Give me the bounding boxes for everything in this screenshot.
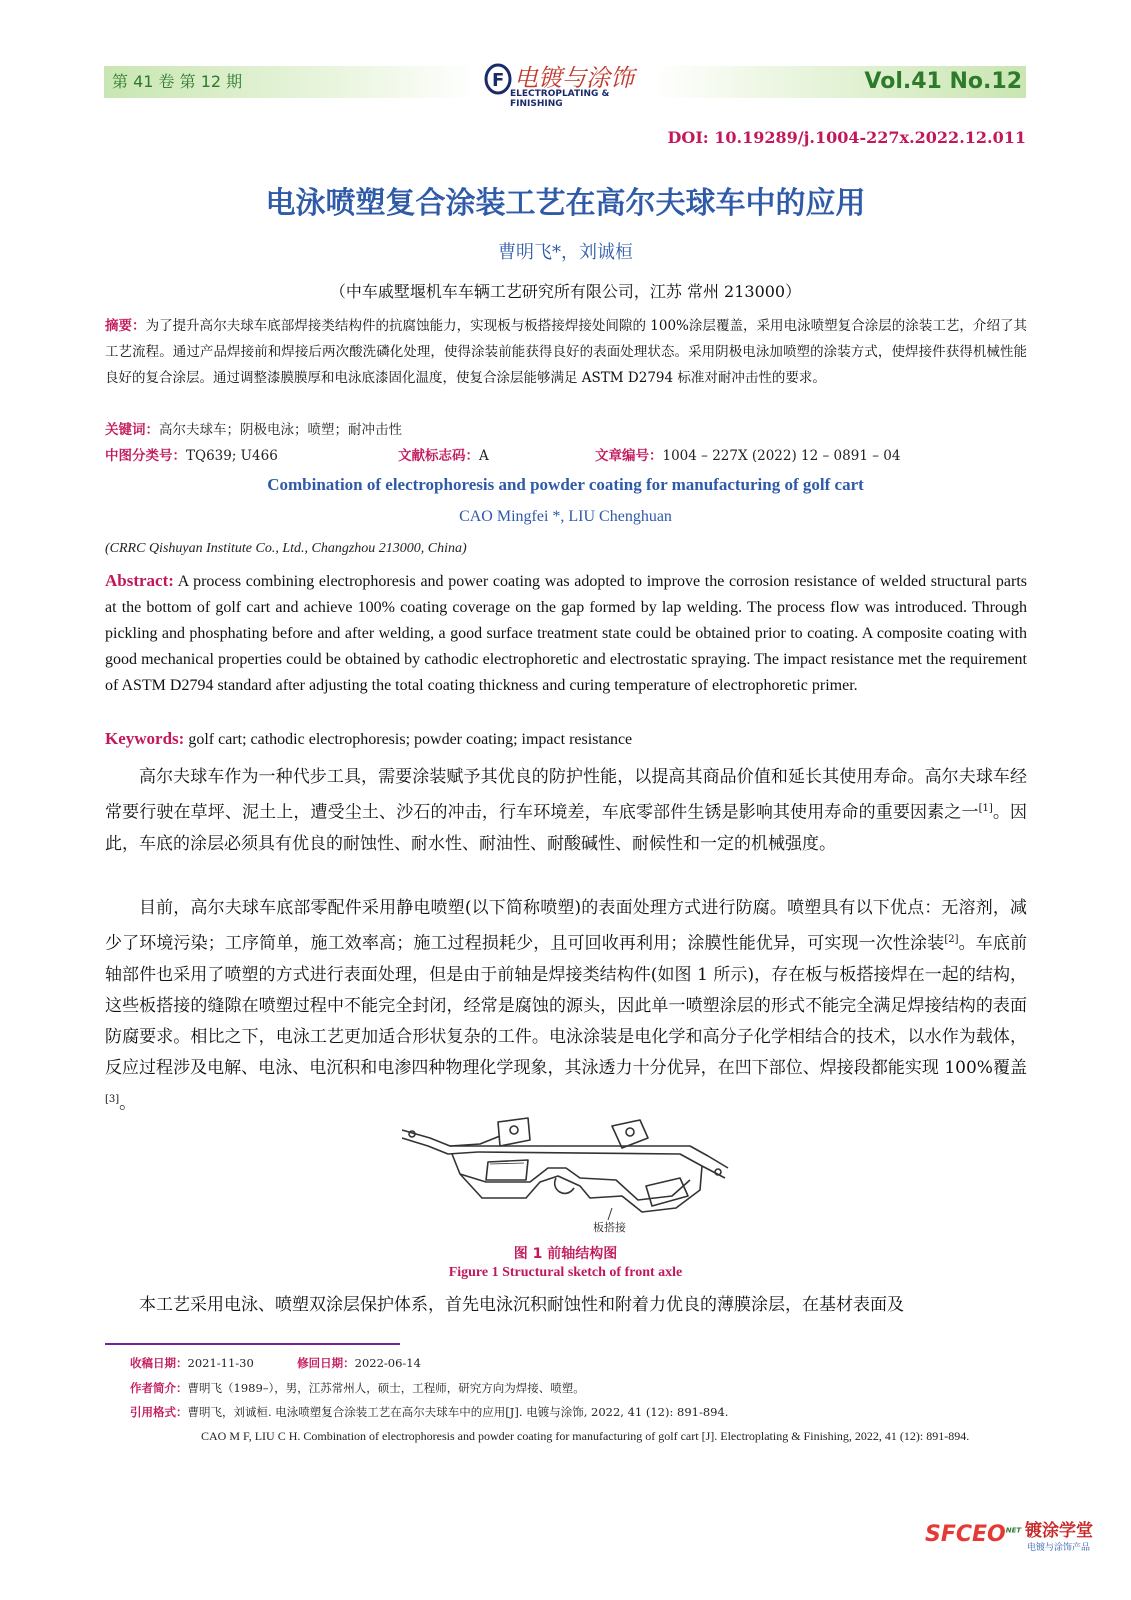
abstract-en-text: A process combining electrophoresis and power coating was adopted to improve the corrosion resistance of welded structural parts at the bottom of golf cart and achieve 100% coating coverage on the gap formed by lap welding. The process flow was introduced. Through pickling and phosphating before and after welding, a good surface treatment state could be obtained prior to coating. A composite coating with good mechanical properties could be obtained by cathodic electrophoretic and electrostatic spraying. The impact resistance met the requirement of ASTM D2794 standard after adjusting the total coating thickness and curing temperature of electrophoretic primer. [105, 573, 1027, 694]
clc-label: 中图分类号： [105, 448, 186, 464]
keywords-en-label: Keywords: [105, 729, 185, 748]
received-label: 收稿日期： [130, 1356, 188, 1370]
abstract-cn [105, 313, 1027, 391]
keywords-cn-text: 高尔夫球车；阴极电泳；喷塑；耐冲击性 [159, 422, 402, 438]
keywords-en [105, 726, 1027, 753]
brand-watermark [925, 1512, 1125, 1560]
brand-logo: $SFCEO^{NET}$ [925, 1522, 1022, 1547]
revised-label: 修回日期： [297, 1356, 355, 1370]
front-axle-figure [390, 1116, 740, 1236]
body-paragraph-1 [105, 762, 1027, 860]
journal-logo [484, 58, 654, 109]
author-label: 作者简介： [130, 1381, 188, 1395]
journal-name-en: ELECTROPLATING & FINISHING [510, 89, 610, 109]
abstract-cn-label: 摘要： [105, 318, 146, 334]
authors-cn: 曹明飞*，刘诚桓 [498, 242, 633, 263]
footnote-cite-cn [130, 1400, 1030, 1424]
figure-annotation: 板搭接 [593, 1221, 626, 1234]
affiliation-en: (CRRC Qishuyan Institute Co., Ltd., Changzhou 213000, China) [105, 541, 467, 556]
clc-value: TQ639; U466 [186, 448, 278, 464]
body-paragraph-3 [105, 1290, 1027, 1321]
affiliation-cn: （中车戚墅堰机车车辆工艺研究所有限公司，江苏 常州 213000） [329, 282, 802, 301]
issue-cn: 第 41 卷 第 12 期 [104, 66, 476, 98]
figure-caption-cn: 图 1 前轴结构图 [513, 1246, 618, 1262]
brand-sub: 电镀与涂饰产品 [1027, 1543, 1091, 1553]
keywords-en-text: golf cart; cathodic electrophoresis; powder coating; impact resistance [188, 731, 633, 748]
article-no-group [595, 444, 900, 468]
para1-text: 高尔夫球车作为一种代步工具，需要涂装赋予其优良的防护性能，以提高其商品价值和延长其使用寿命。高尔夫球车经常要行驶在草坪、泥土上，遭受尘土、沙石的冲击，行车环境差，车底零部件生锈是影响其使用寿命的重要因素之一 [105, 767, 1027, 823]
author-value: 曹明飞（1989–），男，江苏常州人，硕士，工程师，研究方向为焊接、喷塑。 [187, 1381, 585, 1395]
body-paragraph-2 [105, 893, 1027, 1119]
revised-value: 2022-06-14 [354, 1356, 421, 1370]
article-no-value: 1004 – 227X (2022) 12 – 0891 – 04 [662, 448, 901, 464]
figure-caption-en: Figure 1 Structural sketch of front axle [448, 1265, 683, 1280]
svg-text:F: F [492, 70, 505, 91]
doc-code-value: A [479, 448, 489, 464]
ref-3[interactable]: [3] [105, 1093, 120, 1105]
cite-en: CAO M F, LIU C H. Combination of electrophoresis and powder coating for manufacturing of golf cart [J]. Electroplating & Finishing, 2022, 41 (12): 891-894. [201, 1429, 970, 1443]
cite-cn: 曹明飞，刘诚桓. 电泳喷塑复合涂装工艺在高尔夫球车中的应用[J]. 电镀与涂饰, 2022, 41 (12): 891-894. [187, 1405, 729, 1419]
doc-code-label: 文献标志码： [398, 448, 479, 464]
para2b-tail: 。 [119, 1093, 137, 1114]
cite-label: 引用格式： [130, 1405, 188, 1419]
ref-1[interactable]: [1] [978, 803, 993, 814]
footnote-author [130, 1376, 1030, 1400]
para3-text: 本工艺采用电泳、喷塑双涂层保护体系，首先电泳沉积耐蚀性和附着力优良的薄膜涂层，在基材表面及 [139, 1295, 904, 1315]
doc-code-group [398, 444, 489, 468]
paper-title-cn: 电泳喷塑复合涂装工艺在高尔夫球车中的应用 [265, 186, 866, 221]
keywords-cn [105, 418, 1027, 442]
keywords-cn-label: 关键词： [105, 422, 159, 438]
para2b-text: 。车底前轴部件也采用了喷塑的方式进行表面处理，但是由于前轴是焊接类结构件(如图 1 所示)，存在板与板搭接焊在一起的结构，这些板搭接的缝隙在喷塑过程中不能完全封闭，经常是腐蚀的源头，因此单一喷塑涂层的形式不能完全满足焊接结构的表面防腐要求。相比之下，电泳工艺更加适合形状复杂的工件。电泳涂装是电化学和高分子化学相结合的技术，以水作为载体，反应过程涉及电解、电泳、电沉积和电渗四种物理化学现象，其泳透力十分优异，在凹下部位、焊接段都能实现 100%覆盖 [105, 933, 1027, 1078]
footnote-separator [105, 1343, 400, 1345]
clc-group [105, 444, 278, 468]
ref-2[interactable]: [2] [944, 934, 959, 945]
authors-en: CAO Mingfei *, LIU Chenghuan [459, 508, 672, 525]
footnote-dates [130, 1351, 1030, 1375]
brand-logo-sup: NET [1005, 1526, 1022, 1535]
para2a-text: 目前，高尔夫球车底部零配件采用静电喷塑(以下简称喷塑)的表面处理方式进行防腐。喷塑具有以下优点：无溶剂，减少了环境污染；工序简单，施工效率高；施工过程损耗少，且可回收再利用；涂膜性能优异，可实现一次性涂装 [105, 898, 1027, 954]
received-value: 2021-11-30 [187, 1356, 254, 1370]
journal-name-cn: 电镀与涂饰 [514, 64, 634, 92]
abstract-en-label: Abstract: [105, 571, 174, 590]
para1-tail: 。因此，车底的涂层必须具有优良的耐蚀性、耐水性、耐油性、耐酸碱性、耐候性和一定的机械强度。 [105, 802, 1028, 854]
paper-title-en: Combination of electrophoresis and powder coating for manufacturing of golf cart [267, 475, 864, 494]
abstract-en [105, 568, 1027, 699]
abstract-cn-text: 为了提升高尔夫球车底部焊接类结构件的抗腐蚀能力，实现板与板搭接焊接处间隙的 100%涂层覆盖，采用电泳喷塑复合涂层的涂装工艺，介绍了其工艺流程。通过产品焊接前和焊接后两次酸洗磷化处理，使得涂装前能获得良好的表面处理状态。采用阴极电泳加喷塑的涂装方式，使焊接件获得机械性能良好的复合涂层。通过调整漆膜膜厚和电泳底漆固化温度，使复合涂层能够满足 ASTM D2794 标准对耐冲击性的要求。 [105, 318, 1027, 386]
issue-en: Vol.41 No.12 [654, 66, 1026, 98]
brand-name: 镀涂学堂 [1025, 1521, 1093, 1541]
article-no-label: 文章编号： [595, 448, 663, 464]
doi[interactable]: DOI: 10.19289/j.1004-227x.2022.12.011 [667, 128, 1026, 147]
